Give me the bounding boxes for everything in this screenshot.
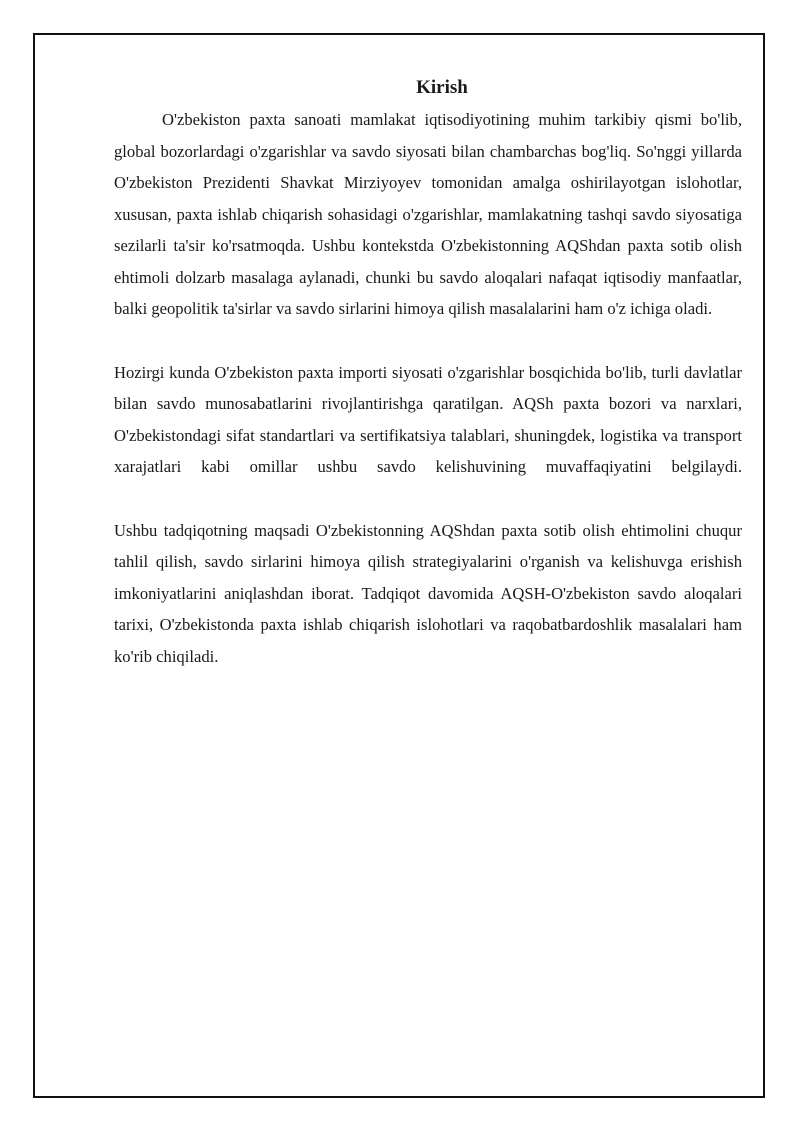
paragraph-import-policy: Hozirgi kunda O'zbekiston paxta importi siyosati o'zgarishlar bosqichida bo'lib, turli davlatlar bilan savdo munosabatlarini rivojlantirishga qaratilgan. AQSh paxta bozori va narxlari, O'zbekistondagi sifat standartlari va sertifikatsiya talablari, shuningdek, logistika va transport xarajatlari kabi omillar ushbu savdo kelishuvining muvaffaqiyatini belgilaydi.: [114, 362, 742, 476]
paragraph-gap: [114, 483, 742, 515]
paragraph-intro: O'zbekiston paxta sanoati mamlakat iqtisodiyotining muhim tarkibiy qismi bo'lib, global bozorlardagi o'zgarishlar va savdo siyosati bilan chambarchas bog'liq. So'nggi yillarda O'zbekiston Prezidenti Shavkat Mirziyoyev tomonidan amalga oshirilayotgan islohotlar, xususan, paxta ishlab chiqarish sohasidagi o'zgarishlar, mamlakatning tashqi savdo siyosatiga sezilarli ta'sir ko'rsatmoqda. Ushbu kontekstda O'zbekistonning AQShdan paxta sotib olish ehtimoli dolzarb masalaga aylanadi, chunki bu savdo aloqalari nafaqat iqtisodiy manfaatlar, balki geopolitik ta'sirlar va savdo sirlarini himoya qilish masalalarini ham o'z ichiga oladi.: [114, 110, 742, 318]
paragraph-research-goal: Ushbu tadqiqotning maqsadi O'zbekistonning AQShdan paxta sotib olish ehtimolini chuqur tahlil qilish, savdo sirlarini himoya qilish strategiyalarini o'rganish va kelishuvga erishish imkoniyatlarini aniqlashdan iborat. Tadqiqot davomida AQSH-O'zbekiston savdo aloqalari tarixi, O'zbekistonda paxta ishlab chiqarish islohotlari va raqobatbardoshlik masalalari ham ko'rib chiqiladi.: [114, 520, 742, 666]
document-title: Kirish: [416, 77, 468, 98]
paragraph-gap: [114, 325, 742, 357]
document-body: [114, 74, 742, 672]
